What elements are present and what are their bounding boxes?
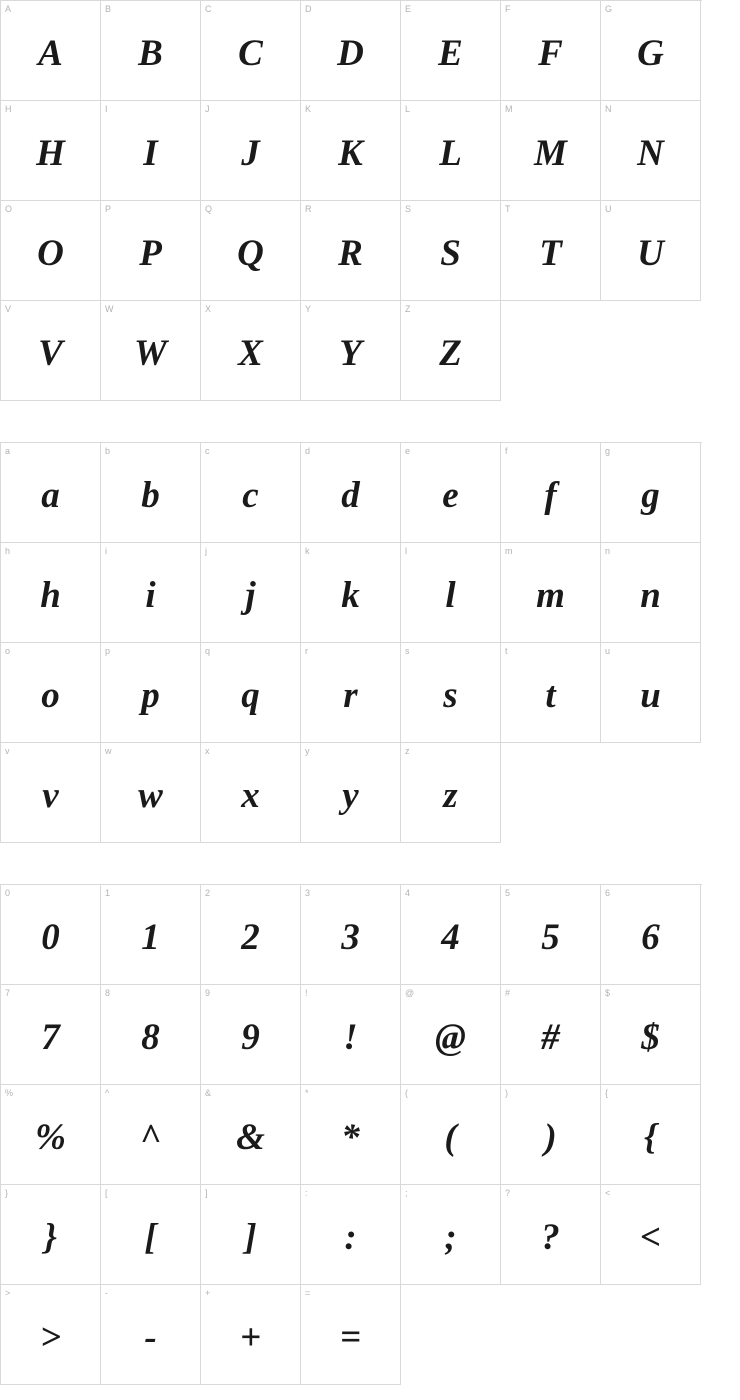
glyph-cell-tag: < (605, 1188, 611, 1198)
glyph-cell[interactable] (1, 1185, 101, 1285)
glyph-cell[interactable] (601, 543, 701, 643)
glyph-cell-tag: G (605, 4, 613, 14)
glyph-cell[interactable] (301, 201, 401, 301)
glyph-cell-tag: M (505, 104, 513, 114)
glyph-cell-tag: : (305, 1188, 308, 1198)
glyph-cell[interactable] (101, 1, 201, 101)
glyph-cell[interactable] (201, 885, 301, 985)
glyph-cell[interactable] (1, 1, 101, 101)
glyph-cell[interactable] (301, 1285, 401, 1385)
glyph-cell[interactable] (101, 743, 201, 843)
glyph-cell[interactable] (401, 985, 501, 1085)
glyph-cell-character: F (538, 33, 563, 74)
glyph-cell-character: } (44, 1217, 57, 1258)
glyph-cell-tag: & (205, 1088, 212, 1098)
glyph-cell[interactable] (601, 443, 701, 543)
glyph-cell[interactable] (101, 1285, 201, 1385)
glyph-cell-character: P (139, 233, 162, 274)
glyph-cell[interactable] (201, 643, 301, 743)
glyph-cell-character: { (644, 1117, 657, 1158)
glyph-cell-tag: * (305, 1088, 309, 1098)
glyph-cell[interactable] (401, 643, 501, 743)
glyph-cell-character: ! (343, 1017, 358, 1058)
glyph-cell-character: E (438, 33, 463, 74)
glyph-cell[interactable] (301, 1085, 401, 1185)
glyph-cell-character: J (241, 133, 260, 174)
glyph-cell-character: * (341, 1117, 360, 1158)
glyph-cell-character: ( (444, 1117, 457, 1158)
glyph-cell-character: V (38, 333, 63, 374)
glyph-cell-character: e (442, 475, 459, 516)
glyph-cell-character: n (640, 575, 661, 616)
glyph-cell-tag: ] (205, 1188, 208, 1198)
glyph-cell-character: T (539, 233, 562, 274)
glyph-cell-tag: Q (205, 204, 213, 214)
glyph-cell[interactable] (101, 1185, 201, 1285)
glyph-cell-character: K (338, 133, 363, 174)
glyph-cell-character: m (536, 575, 565, 616)
glyph-cell-tag: > (5, 1288, 11, 1298)
glyph-cell-tag: q (205, 646, 211, 656)
glyph-cell-character: 0 (41, 917, 60, 958)
glyph-cell-tag: J (205, 104, 210, 114)
glyph-cell-character: 8 (141, 1017, 160, 1058)
glyph-cell-tag: 2 (205, 888, 211, 898)
glyph-cell-character: I (143, 133, 158, 174)
glyph-cell-tag: + (205, 1288, 211, 1298)
glyph-cell-tag: - (105, 1288, 108, 1298)
glyph-cell-character: X (238, 333, 263, 374)
glyph-cell[interactable] (601, 201, 701, 301)
glyph-cell-character: S (440, 233, 461, 274)
glyph-cell-tag: % (5, 1088, 14, 1098)
glyph-cell-character: q (241, 675, 260, 716)
glyph-cell-character: h (40, 575, 61, 616)
glyph-cell[interactable] (101, 543, 201, 643)
glyph-cell-character: y (342, 775, 359, 816)
glyph-cell[interactable] (1, 885, 101, 985)
glyph-cell[interactable] (1, 643, 101, 743)
glyph-cell-character: a (41, 475, 60, 516)
glyph-cell-tag: ; (405, 1188, 408, 1198)
glyph-cell-character: 3 (341, 917, 360, 958)
glyph-cell[interactable] (301, 1, 401, 101)
glyph-cell-tag: E (405, 4, 412, 14)
glyph-cell-character: Y (339, 333, 362, 374)
glyph-cell-tag: H (5, 104, 12, 114)
glyph-cell-character: = (339, 1317, 362, 1358)
glyph-cell[interactable] (301, 743, 401, 843)
glyph-cell[interactable] (1, 543, 101, 643)
glyph-cell-character: $ (641, 1017, 660, 1058)
glyph-cell-tag: V (5, 304, 12, 314)
glyph-cell-tag: i (105, 546, 107, 556)
glyph-cell[interactable] (501, 1085, 601, 1185)
glyph-cell-character: Z (439, 333, 462, 374)
glyph-cell[interactable] (101, 885, 201, 985)
glyph-cell-character: [ (144, 1217, 157, 1258)
glyph-cell[interactable] (501, 643, 601, 743)
glyph-cell-tag: Z (405, 304, 411, 314)
glyph-cell-character: B (138, 33, 163, 74)
glyph-cell-tag: 1 (105, 888, 111, 898)
glyph-cell[interactable] (401, 543, 501, 643)
glyph-cell-tag: g (605, 446, 611, 456)
glyph-cell-tag: @ (405, 988, 415, 998)
glyph-cell-character: > (39, 1317, 62, 1358)
glyph-cell[interactable] (501, 1185, 601, 1285)
glyph-cell[interactable] (201, 1085, 301, 1185)
glyph-cell-tag: ) (505, 1088, 508, 1098)
glyph-cell-character: U (637, 233, 664, 274)
glyph-cell-character: % (35, 1117, 66, 1158)
glyph-cell-character: # (541, 1017, 560, 1058)
glyph-cell-character: c (242, 475, 259, 516)
glyph-cell[interactable] (601, 643, 701, 743)
glyph-cell-character: ? (541, 1217, 560, 1258)
lowercase-grid (0, 442, 702, 843)
glyph-cell[interactable] (501, 985, 601, 1085)
glyph-cell-tag: a (5, 446, 11, 456)
glyph-cell-tag: A (5, 4, 12, 14)
glyph-cell-character: t (545, 675, 556, 716)
glyph-cell-tag: ^ (105, 1088, 110, 1098)
glyph-cell[interactable] (301, 301, 401, 401)
glyph-cell-tag: 7 (5, 988, 11, 998)
glyph-cell-character: H (36, 133, 65, 174)
glyph-cell-tag: } (5, 1188, 9, 1198)
glyph-cell-character: N (637, 133, 664, 174)
glyph-cell-tag: 6 (605, 888, 611, 898)
glyph-cell-character: W (134, 333, 167, 374)
glyph-cell-tag: p (105, 646, 111, 656)
glyph-cell[interactable] (201, 1185, 301, 1285)
glyph-cell[interactable] (501, 1, 601, 101)
glyph-cell-tag: $ (605, 988, 611, 998)
glyph-cell[interactable] (401, 101, 501, 201)
glyph-cell-character: ^ (139, 1117, 162, 1158)
glyph-cell-tag: x (205, 746, 210, 756)
glyph-cell-tag: W (105, 304, 114, 314)
glyph-cell[interactable] (601, 1, 701, 101)
glyph-cell-tag: 0 (5, 888, 11, 898)
glyph-cell-character: @ (435, 1017, 466, 1058)
glyph-cell[interactable] (301, 443, 401, 543)
glyph-cell-tag: r (305, 646, 308, 656)
glyph-cell-character: ) (544, 1117, 557, 1158)
glyph-cell-character: x (241, 775, 260, 816)
glyph-cell-character: 7 (41, 1017, 60, 1058)
glyph-cell-character: f (544, 475, 557, 516)
glyph-cell[interactable] (601, 985, 701, 1085)
glyph-cell-character: b (141, 475, 160, 516)
glyph-cell[interactable] (101, 101, 201, 201)
glyph-cell-character: i (145, 575, 156, 616)
glyph-cell-character: G (637, 33, 664, 74)
glyph-cell-character: < (639, 1217, 662, 1258)
glyph-cell-character: v (42, 775, 59, 816)
glyph-cell-tag: o (5, 646, 11, 656)
glyph-cell-tag: y (305, 746, 310, 756)
glyph-cell[interactable] (101, 443, 201, 543)
glyph-cell-character: : (344, 1217, 357, 1258)
glyph-cell-character: M (534, 133, 567, 174)
glyph-cell-tag: B (105, 4, 112, 14)
glyph-cell-tag: l (405, 546, 407, 556)
glyph-cell[interactable] (301, 1185, 401, 1285)
glyph-cell-character: o (41, 675, 60, 716)
glyph-cell-tag: c (205, 446, 210, 456)
glyph-cell[interactable] (401, 201, 501, 301)
glyph-cell[interactable] (1, 301, 101, 401)
glyph-cell[interactable] (201, 543, 301, 643)
glyph-cell-tag: u (605, 646, 611, 656)
glyph-cell[interactable] (301, 985, 401, 1085)
glyph-cell-tag: P (105, 204, 112, 214)
glyph-cell[interactable] (501, 201, 601, 301)
glyph-cell[interactable] (101, 643, 201, 743)
glyph-cell-character: k (341, 575, 360, 616)
glyph-cell-character: & (236, 1117, 265, 1158)
glyph-cell-tag: R (305, 204, 312, 214)
glyph-cell-character: 5 (541, 917, 560, 958)
glyph-cell-character: 2 (241, 917, 260, 958)
glyph-cell-tag: L (405, 104, 411, 114)
glyph-cell[interactable] (1, 443, 101, 543)
glyph-cell-character: 1 (141, 917, 160, 958)
glyph-cell-tag: D (305, 4, 312, 14)
glyph-cell-tag: d (305, 446, 311, 456)
glyph-cell[interactable] (101, 301, 201, 401)
glyph-cell-character: l (445, 575, 456, 616)
glyph-cell-tag: h (5, 546, 11, 556)
glyph-cell-character: u (640, 675, 661, 716)
glyph-cell-tag: U (605, 204, 612, 214)
glyph-cell-character: 9 (241, 1017, 260, 1058)
glyph-cell-character: ] (244, 1217, 257, 1258)
glyph-cell-tag: N (605, 104, 612, 114)
glyph-cell-tag: 8 (105, 988, 111, 998)
glyph-cell[interactable] (1, 743, 101, 843)
glyph-cell-tag: # (505, 988, 511, 998)
glyph-cell[interactable] (1, 985, 101, 1085)
glyph-cell[interactable] (301, 643, 401, 743)
glyph-cell-tag: 9 (205, 988, 211, 998)
glyph-cell-character: z (443, 775, 458, 816)
glyph-cell-tag: ( (405, 1088, 408, 1098)
glyph-cell-character: A (38, 33, 63, 74)
glyph-cell-tag: K (305, 104, 312, 114)
glyph-cell[interactable] (201, 743, 301, 843)
glyph-cell-character: 4 (441, 917, 460, 958)
glyph-cell-character: p (141, 675, 160, 716)
glyph-cell-character: + (239, 1317, 262, 1358)
glyph-cell[interactable] (201, 201, 301, 301)
glyph-cell-tag: C (205, 4, 212, 14)
glyph-cell[interactable] (601, 1085, 701, 1185)
glyph-cell-character: ; (444, 1217, 457, 1258)
glyph-cell[interactable] (601, 885, 701, 985)
symbols-grid (0, 884, 702, 1385)
glyph-cell-tag: O (5, 204, 13, 214)
glyph-cell-tag: t (505, 646, 508, 656)
glyph-cell-tag: b (105, 446, 111, 456)
glyph-cell[interactable] (501, 885, 601, 985)
glyph-cell-character: C (238, 33, 263, 74)
glyph-cell[interactable] (501, 543, 601, 643)
glyph-cell[interactable] (101, 985, 201, 1085)
glyph-cell[interactable] (201, 101, 301, 201)
glyph-cell[interactable] (1, 101, 101, 201)
glyph-cell[interactable] (101, 1085, 201, 1185)
glyph-cell-tag: = (305, 1288, 311, 1298)
glyph-cell-character: R (338, 233, 363, 274)
glyph-cell-character: r (343, 675, 358, 716)
glyph-cell[interactable] (101, 201, 201, 301)
glyph-cell-character: Q (237, 233, 264, 274)
uppercase-grid (0, 0, 702, 401)
glyph-cell-character: D (337, 33, 364, 74)
glyph-cell[interactable] (501, 101, 601, 201)
glyph-cell-character: s (443, 675, 458, 716)
glyph-cell-character: g (641, 475, 660, 516)
glyph-cell[interactable] (1, 1285, 101, 1385)
glyph-cell[interactable] (401, 301, 501, 401)
glyph-cell-character: d (341, 475, 360, 516)
glyph-cell-tag: v (5, 746, 10, 756)
glyph-cell-tag: F (505, 4, 511, 14)
glyph-cell-character: w (138, 775, 163, 816)
glyph-cell[interactable] (301, 885, 401, 985)
glyph-cell[interactable] (401, 885, 501, 985)
glyph-cell-tag: ? (505, 1188, 511, 1198)
glyph-cell-tag: ! (305, 988, 308, 998)
glyph-cell[interactable] (201, 1285, 301, 1385)
glyph-cell-tag: Y (305, 304, 312, 314)
glyph-cell[interactable] (401, 1, 501, 101)
glyph-cell[interactable] (601, 1185, 701, 1285)
glyph-cell[interactable] (201, 985, 301, 1085)
glyph-cell-tag: { (605, 1088, 609, 1098)
glyph-cell[interactable] (401, 443, 501, 543)
glyph-cell[interactable] (401, 1185, 501, 1285)
glyph-cell-tag: 5 (505, 888, 511, 898)
glyph-cell-tag: z (405, 746, 410, 756)
glyph-cell-tag: w (105, 746, 112, 756)
glyph-cell[interactable] (1, 1085, 101, 1185)
glyph-cell-tag: 3 (305, 888, 311, 898)
glyph-cell-tag: X (205, 304, 212, 314)
glyph-cell-tag: k (305, 546, 310, 556)
glyph-cell-tag: n (605, 546, 611, 556)
glyph-cell-character: 6 (641, 917, 660, 958)
glyph-cell[interactable] (401, 1085, 501, 1185)
glyph-cell-tag: f (505, 446, 508, 456)
glyph-cell-tag: 4 (405, 888, 411, 898)
glyph-cell[interactable] (201, 301, 301, 401)
glyph-cell-character: - (144, 1317, 157, 1358)
glyph-cell-character: L (439, 133, 462, 174)
glyph-cell[interactable] (501, 443, 601, 543)
glyph-cell-tag: T (505, 204, 511, 214)
glyph-cell[interactable] (1, 201, 101, 301)
glyph-cell-tag: [ (105, 1188, 108, 1198)
glyph-cell-tag: I (105, 104, 108, 114)
glyph-cell-tag: s (405, 646, 410, 656)
glyph-cell[interactable] (301, 543, 401, 643)
glyph-cell[interactable] (201, 443, 301, 543)
glyph-cell-tag: m (505, 546, 513, 556)
glyph-cell-tag: j (205, 546, 207, 556)
glyph-cell-character: j (245, 575, 256, 616)
glyph-cell[interactable] (601, 101, 701, 201)
glyph-cell[interactable] (201, 1, 301, 101)
glyph-cell[interactable] (401, 743, 501, 843)
glyph-cell-tag: S (405, 204, 412, 214)
glyph-cell[interactable] (301, 101, 401, 201)
glyph-cell-character: O (37, 233, 64, 274)
glyph-cell-tag: e (405, 446, 411, 456)
